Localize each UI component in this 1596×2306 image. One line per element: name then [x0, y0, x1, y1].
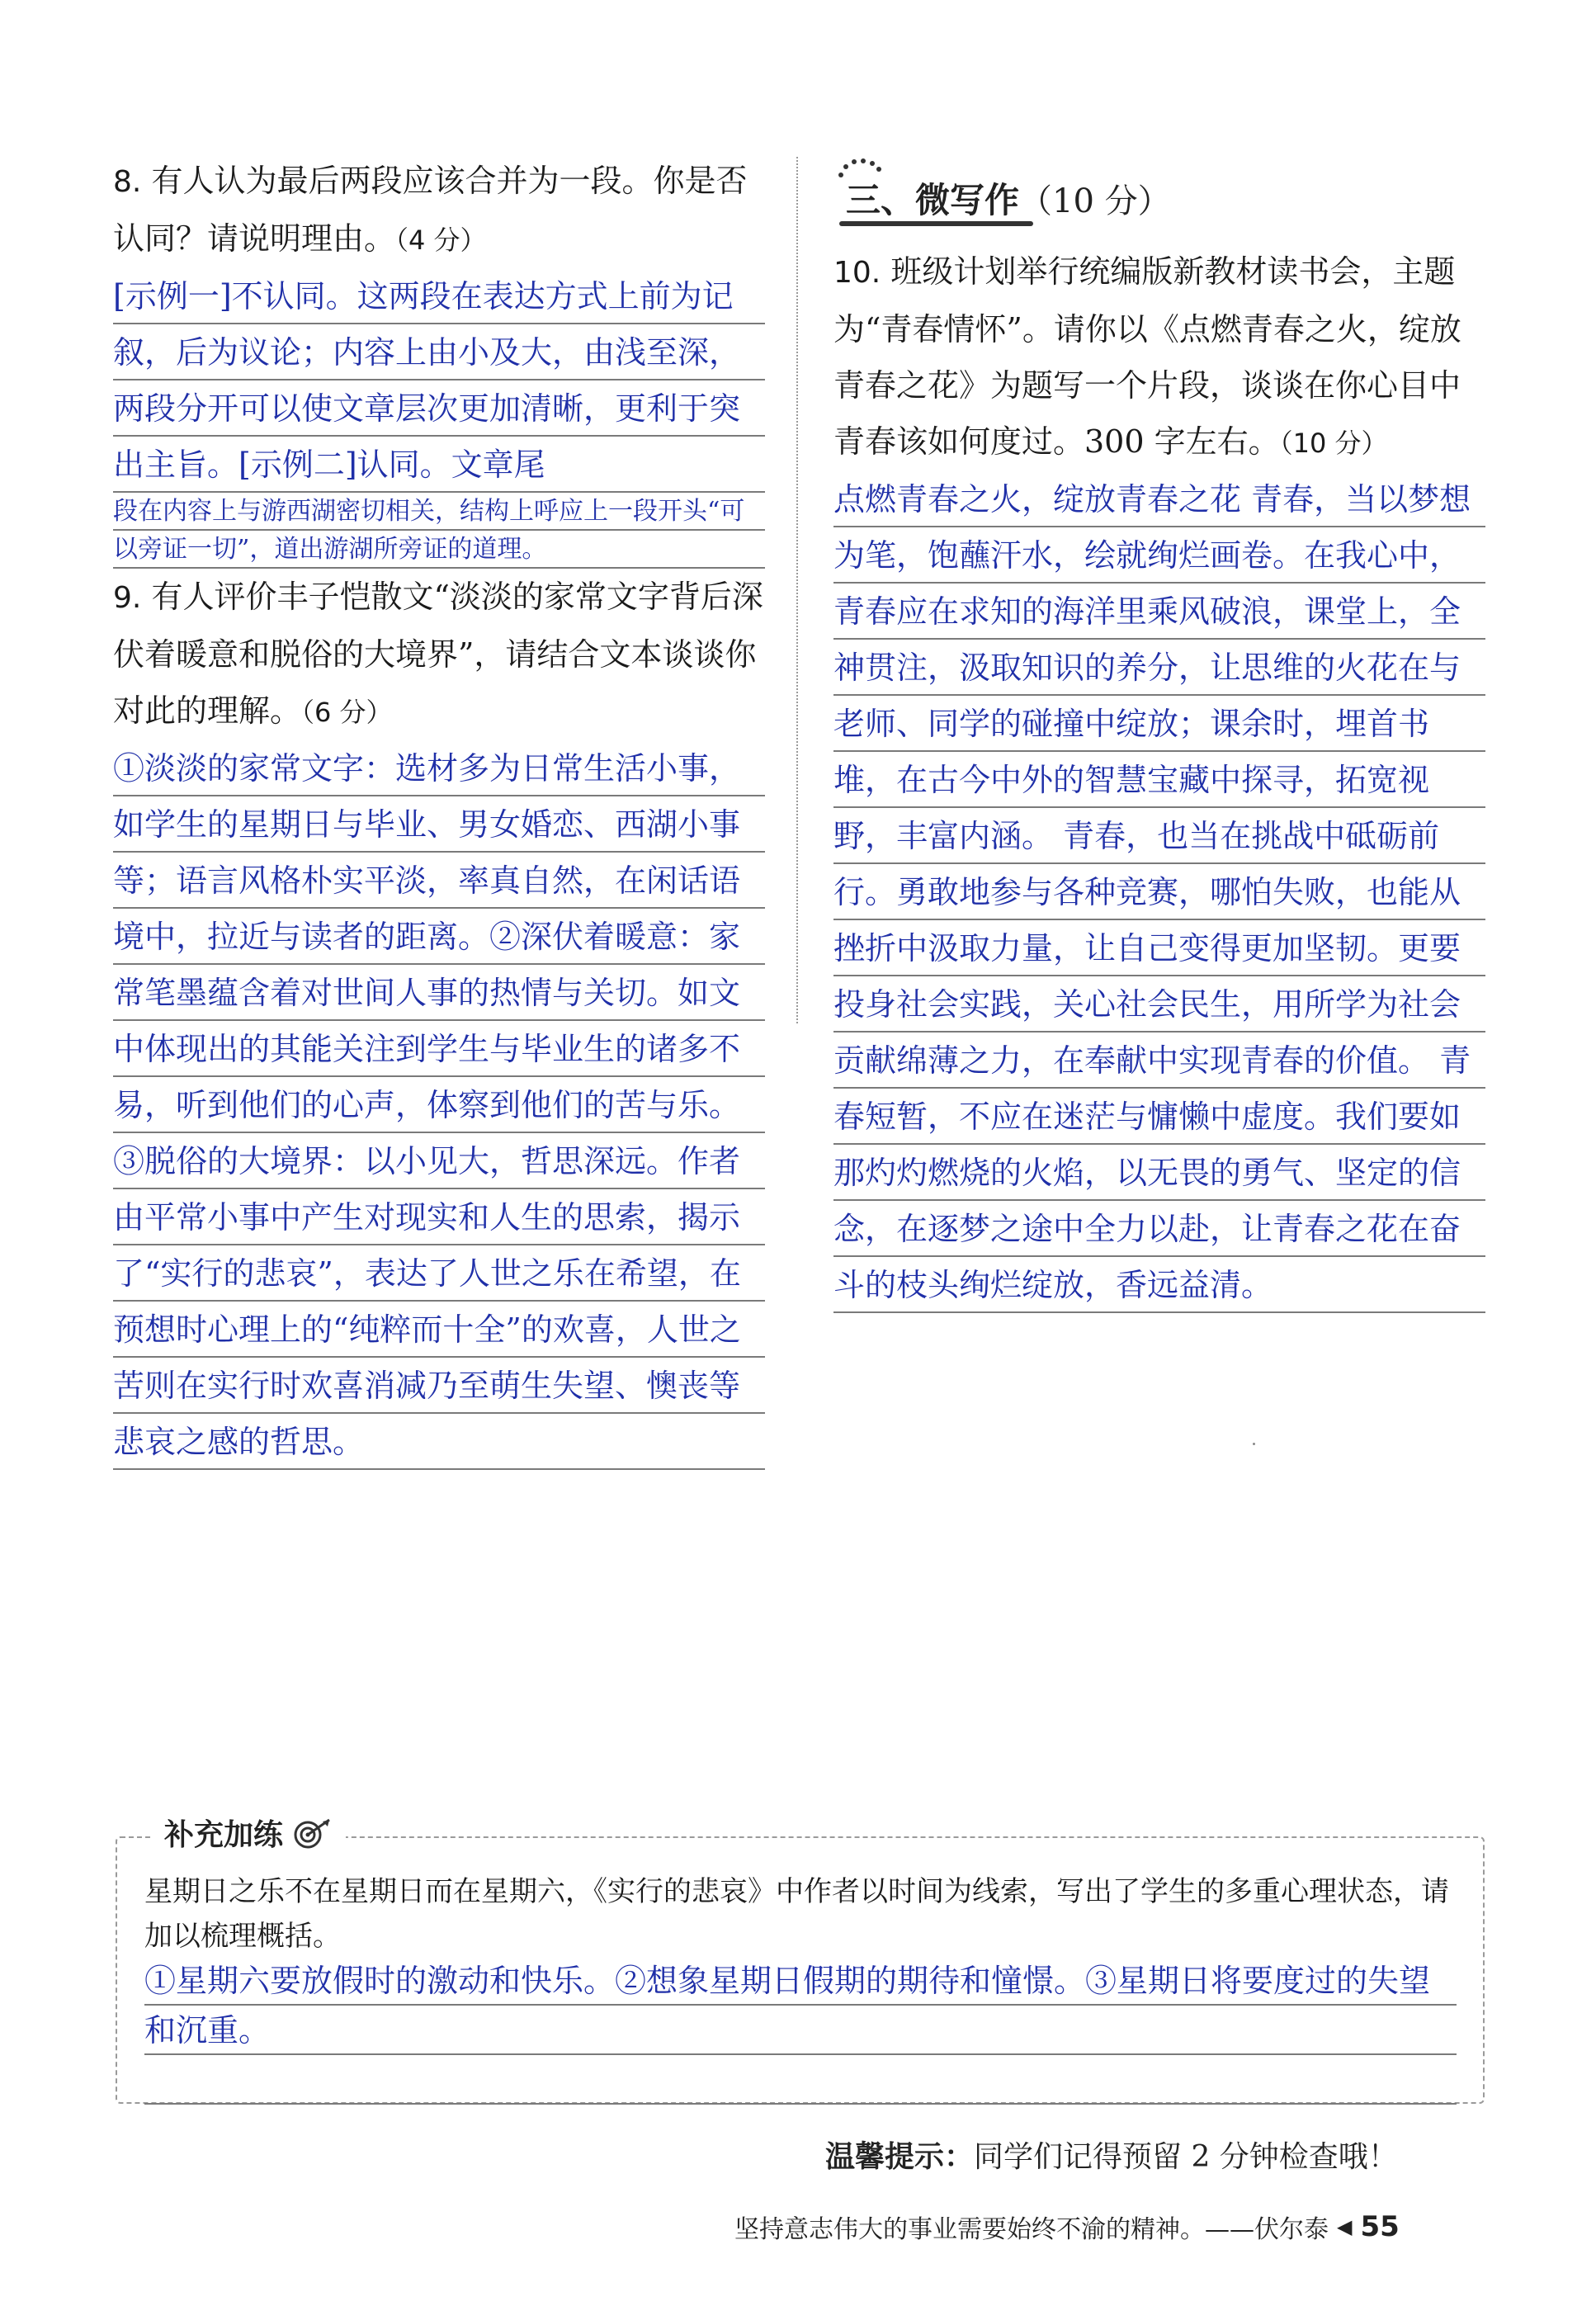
section-3-title [846, 173, 1171, 223]
question-9-text: 有人评价丰子恺散文“淡淡的家常文字背后深伏着暖意和脱俗的大境界”，请结合文本谈谈你对此的理解。 [113, 579, 763, 729]
supplement-title-text: 补充加练 [164, 1818, 284, 1852]
question-8-score: （4 分） [395, 224, 487, 256]
question-8-text: 有人认为最后两段应该合并为一段。你是否认同？请说明理由。 [113, 163, 748, 257]
question-10-text: 班级计划举行统编版新教材读书会，主题为“青春情怀”。请你以《点燃青春之火，绽放青春之花》为题写一个片段，谈谈在你心目中青春该如何度过。300 字左右。 [833, 253, 1461, 460]
section-3-underline [839, 221, 1033, 226]
column-divider [796, 157, 798, 1023]
page-footer [734, 2209, 1502, 2245]
question-10-answer: 点燃青春之火，绽放青春之花 青春，当以梦想为笔，饱蘸汗水，绘就绚烂画卷。在我心中，青春应在求知的海洋里乘风破浪，课堂上，全神贯注，汲取知识的养分，让思维的火花在与老师、同学的碰撞中绽放；课余时，埋首书堆，在古今中外的智慧宝藏中探寻，拓宽视野，丰富内涵。 青春，也当在挑战中砥砺前行。勇敢地参与各种竞赛，哪怕失败，也能从挫折中汲取力量，让自己变得更加坚韧。更要投身社会实践，关心社会民生，用所学为社会贡献绵薄之力，在奉献中实现青春的价值。 青春短暂，不应在迷茫与慵懒中虚度。我们要如那灼灼燃烧的火焰，以无畏的勇气、坚定的信念，在逐梦之途中全力以赴，让青春之花在奋斗的枝头绚烂绽放，香远益清。 [833, 471, 1485, 1313]
question-9 [113, 569, 765, 740]
supplement-answer: ①星期六要放假时的激动和快乐。②想象星期日假期的期待和憧憬。③星期日将要度过的失望和沉重。 [144, 1956, 1457, 2105]
right-column [833, 243, 1485, 1313]
question-8-answer-continued: 段在内容上与游西湖密切相关，结构上呼应上一段开头“可以旁证一切”，道出游湖所旁证的道理。 [113, 493, 765, 569]
section-3-points: （10 分） [1019, 182, 1171, 220]
question-8 [113, 153, 765, 268]
target-icon [291, 1817, 334, 1850]
question-8-number: 8. [113, 165, 142, 199]
reminder-tip [825, 2134, 1398, 2176]
left-column [113, 153, 765, 1470]
question-9-answer: ①淡淡的家常文字：选材多为日常生活小事，如学生的星期日与毕业、男女婚恋、西湖小事等；语言风格朴实平淡，率真自然，在闲话语境中，拉近与读者的距离。②深伏着暖意：家常笔墨蕴含着对世间人事的热情与关切。如文中体现出的其能关注到学生与毕业生的诸多不易，听到他们的心声，体察到他们的苦与乐。③脱俗的大境界：以小见大，哲思深远。作者由平常小事中产生对现实和人生的思索，揭示了“实行的悲哀”，表达了人世之乐在希望，在预想时心理上的“纯粹而十全”的欢喜，人世之苦则在实行时欢喜消减乃至萌生失望、懊丧等悲哀之感的哲思。 [113, 740, 765, 1470]
section-3-header [829, 157, 1242, 231]
question-9-score: （6 分） [301, 697, 393, 728]
reminder-text: 同学们记得预留 2 分钟检查哦！ [974, 2140, 1398, 2174]
supplement-title [153, 1812, 346, 1854]
arrow-left-icon: ◀ [1337, 2215, 1353, 2238]
question-10 [833, 243, 1485, 471]
question-9-number: 9. [113, 581, 142, 615]
reminder-label: 温馨提示： [825, 2140, 975, 2174]
question-8-answer: [示例一]不认同。这两段在表达方式上前为记叙，后为议论；内容上由小及大，由浅至深，两段分开可以使文章层次更加清晰，更利于突出主旨。[示例二]认同。文章尾 [113, 268, 765, 493]
question-10-score: （10 分） [1279, 428, 1388, 459]
page-number: 55 [1360, 2210, 1400, 2243]
question-10-number: 10. [833, 256, 881, 290]
footer-quote: 坚持意志伟大的事业需要始终不渝的精神。——伏尔泰 [734, 2215, 1329, 2244]
section-3-title-text: 三、微写作 [846, 180, 1020, 220]
stray-mark [1253, 1443, 1255, 1445]
supplement-question: 星期日之乐不在星期日而在星期六，《实行的悲哀》中作者以时间为线索，写出了学生的多重心理状态，请加以梳理概括。 [144, 1875, 1449, 1953]
